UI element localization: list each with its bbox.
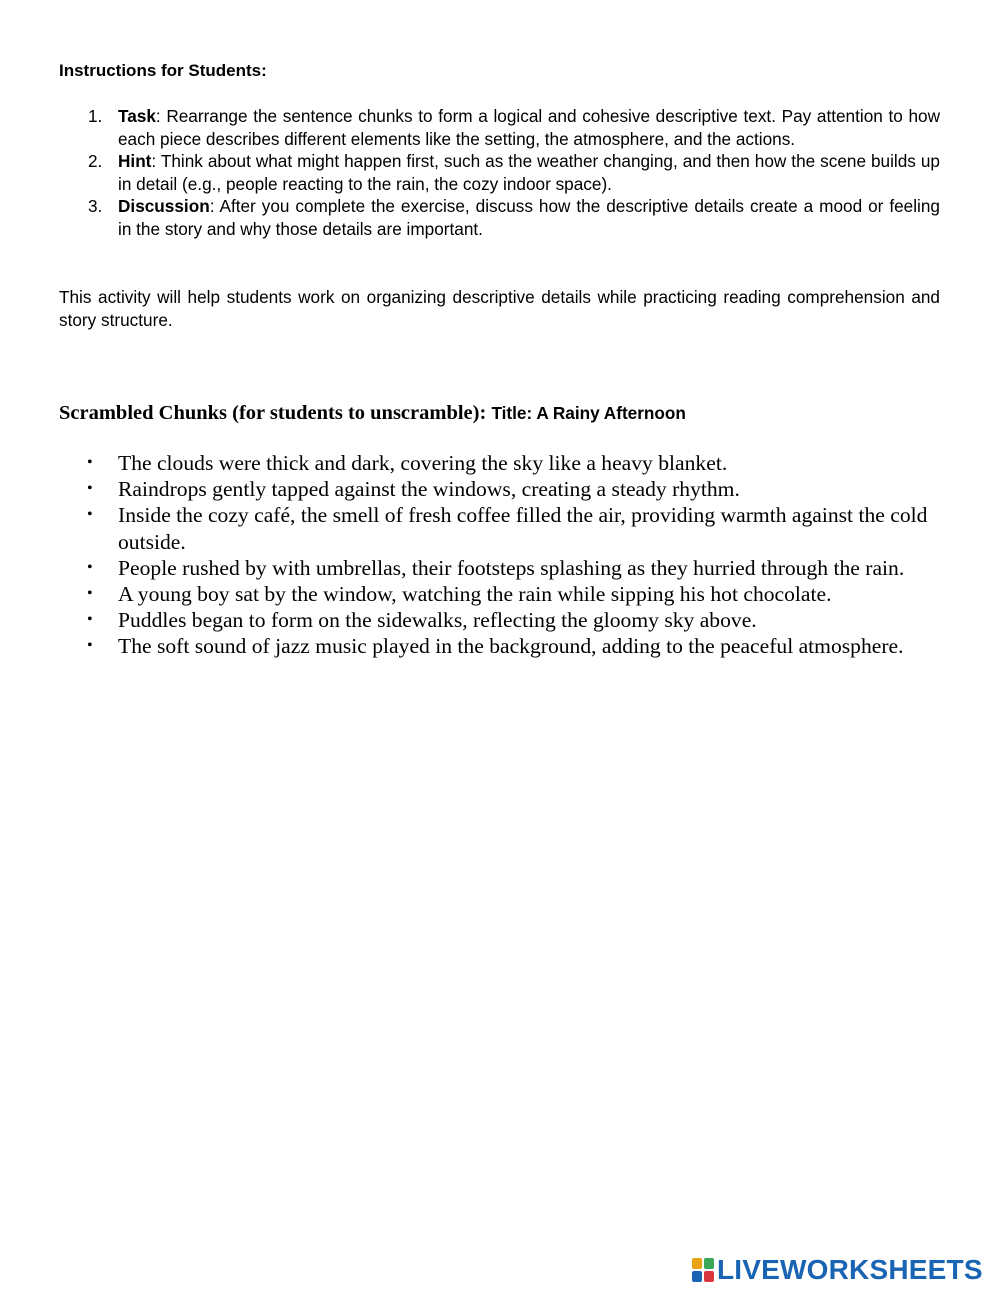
chunk-item (59, 555, 944, 581)
logo-mark-square (692, 1271, 702, 1282)
bullet-icon: • (87, 506, 93, 524)
bullet-icon: • (87, 585, 93, 603)
chunk-item (59, 502, 944, 554)
chunk-text: Puddles began to form on the sidewalks, reflecting the gloomy sky above. (118, 608, 757, 633)
scrambled-heading-label: Scrambled Chunks (for students to unscramble): (59, 402, 492, 424)
instruction-steps (59, 105, 940, 241)
bullet-icon: • (87, 637, 93, 655)
chunk-item (59, 450, 944, 476)
logo-mark-square (704, 1271, 714, 1282)
logo-mark-square (692, 1258, 702, 1269)
logo-mark-square (704, 1258, 714, 1269)
story-title: Title: A Rainy Afternoon (491, 403, 686, 423)
scrambled-chunk-list (59, 450, 944, 660)
instruction-step (59, 195, 940, 240)
liveworksheets-logo-icon (692, 1258, 714, 1282)
instruction-step (59, 150, 940, 195)
chunk-item (59, 581, 944, 607)
chunk-text: Inside the cozy café, the smell of fresh coffee filled the air, providing warmth against the cold outside. (118, 503, 928, 554)
chunk-text: A young boy sat by the window, watching the rain while sipping his hot chocolate. (118, 582, 832, 607)
instruction-step (59, 105, 940, 150)
bullet-icon: • (87, 480, 93, 498)
bullet-icon: • (87, 454, 93, 471)
scrambled-heading (59, 402, 686, 425)
step-term: Hint (118, 151, 152, 172)
chunk-item (59, 476, 944, 502)
step-number: 1. (88, 106, 103, 126)
step-text: : Think about what might happen first, such as the weather changing, and then how the scene builds up in detail (e.g., people reacting to the rain, the cozy indoor space). (118, 151, 940, 194)
step-text: : After you complete the exercise, discuss how the descriptive details create a mood or feeling in the story and why those details are important. (118, 196, 940, 239)
chunk-text: Raindrops gently tapped against the windows, creating a steady rhythm. (118, 477, 740, 502)
activity-summary: This activity will help students work on organizing descriptive details while practicing reading comprehension and story structure. (59, 287, 940, 330)
step-number: 3. (88, 196, 103, 217)
step-term: Task (118, 106, 156, 126)
chunk-item (59, 607, 944, 633)
chunk-text: The clouds were thick and dark, covering the sky like a heavy blanket. (118, 451, 728, 475)
bullet-icon: • (87, 558, 93, 576)
chunk-text: The soft sound of jazz music played in the background, adding to the peaceful atmosphere. (118, 634, 904, 659)
step-number: 2. (88, 151, 103, 172)
logo-text: LIVEWORKSHEETS (717, 1254, 983, 1285)
chunk-item (59, 633, 944, 659)
chunk-text: People rushed by with umbrellas, their footsteps splashing as they hurried through the rain. (118, 555, 905, 580)
step-text: : Rearrange the sentence chunks to form a logical and cohesive descriptive text. Pay attention to how each piece describes different elements like the setting, the atmosphere, and the actions. (118, 106, 940, 149)
step-term: Discussion (118, 196, 210, 217)
instructions-heading: Instructions for Students: (59, 61, 267, 80)
liveworksheets-logo (692, 1255, 983, 1285)
bullet-icon: • (87, 611, 93, 629)
